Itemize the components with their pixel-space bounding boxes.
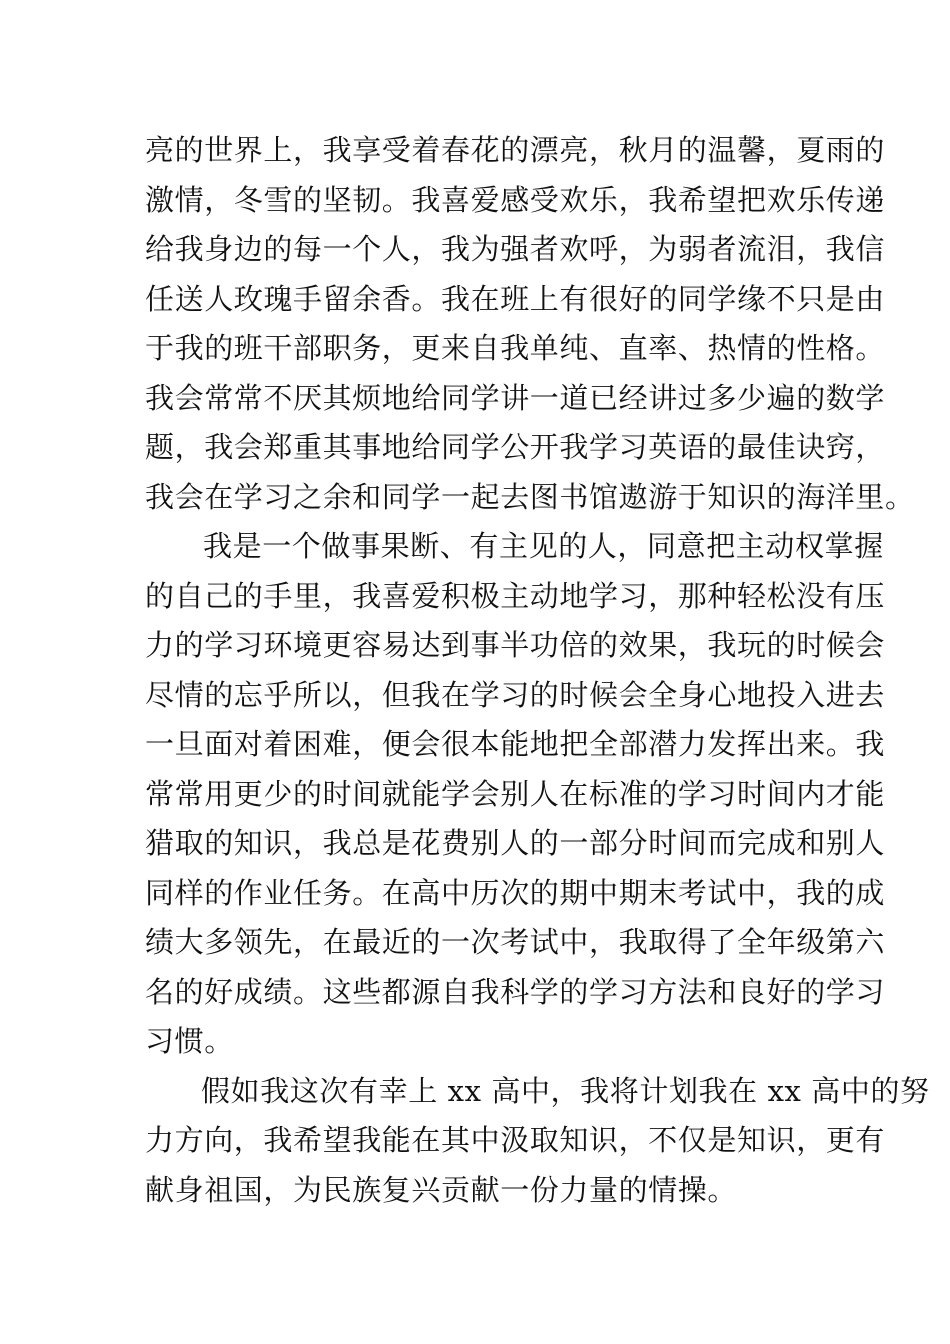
text-line: 我是一个做事果断、有主见的人，同意把主动权掌握 [203,529,884,563]
text-line: 任送人玫瑰手留余香。我在班上有很好的同学缘不只是由 [145,281,886,316]
text-line: 力的学习环境更容易达到事半功倍的效果，我玩的时候会 [145,628,886,662]
text-line: 我会常常不厌其烦地给同学讲一道已经讲过多少遍的数学 [145,380,886,415]
text-line: 力方向，我希望我能在其中汲取知识，不仅是知识，更有 [145,1123,886,1157]
text-line: 名的好成绩。这些都源自我科学的学习方法和良好的学习 [145,974,886,1009]
text-line: 献身祖国，为民族复兴贡献一份力量的情操。 [145,1172,738,1207]
text-line: 一旦面对着困难，便会很本能地把全部潜力发挥出来。我 [145,727,886,761]
paragraph-3 [145,1067,930,1216]
text-line: 同样的作业任务。在高中历次的期中期末考试中，我的成 [145,875,886,910]
text-line: 习惯。 [145,1024,234,1058]
text-line: 常常用更少的时间就能学会别人在标准的学习时间内才能 [145,776,886,811]
paragraph-1 [145,126,915,522]
text-line: 绩大多领先，在最近的一次考试中，我取得了全年级第六 [145,925,886,959]
text-line: 假如我这次有幸上 xx 高中，我将计划我在 xx 高中的努 [201,1073,930,1108]
text-line: 激情，冬雪的坚韧。我喜爱感受欢乐，我希望把欢乐传递 [145,182,886,217]
document-body [145,126,930,1215]
text-line: 题，我会郑重其事地给同学公开我学习英语的最佳诀窍， [145,430,886,464]
paragraph-2 [145,522,886,1067]
text-line: 尽情的忘乎所以，但我在学习的时候会全身心地投入进去 [145,677,886,712]
text-line: 于我的班干部职务，更来自我单纯、直率、热情的性格。 [145,331,886,365]
text-line: 猎取的知识，我总是花费别人的一部分时间而完成和别人 [145,826,886,860]
text-line: 亮的世界上，我享受着春花的漂亮，秋月的温馨，夏雨的 [145,133,886,167]
text-line: 的自己的手里，我喜爱积极主动地学习，那种轻松没有压 [145,578,886,613]
text-line: 给我身边的每一个人，我为强者欢呼，为弱者流泪，我信 [145,232,886,266]
text-line: 我会在学习之余和同学一起去图书馆遨游于知识的海洋里。 [145,479,915,514]
